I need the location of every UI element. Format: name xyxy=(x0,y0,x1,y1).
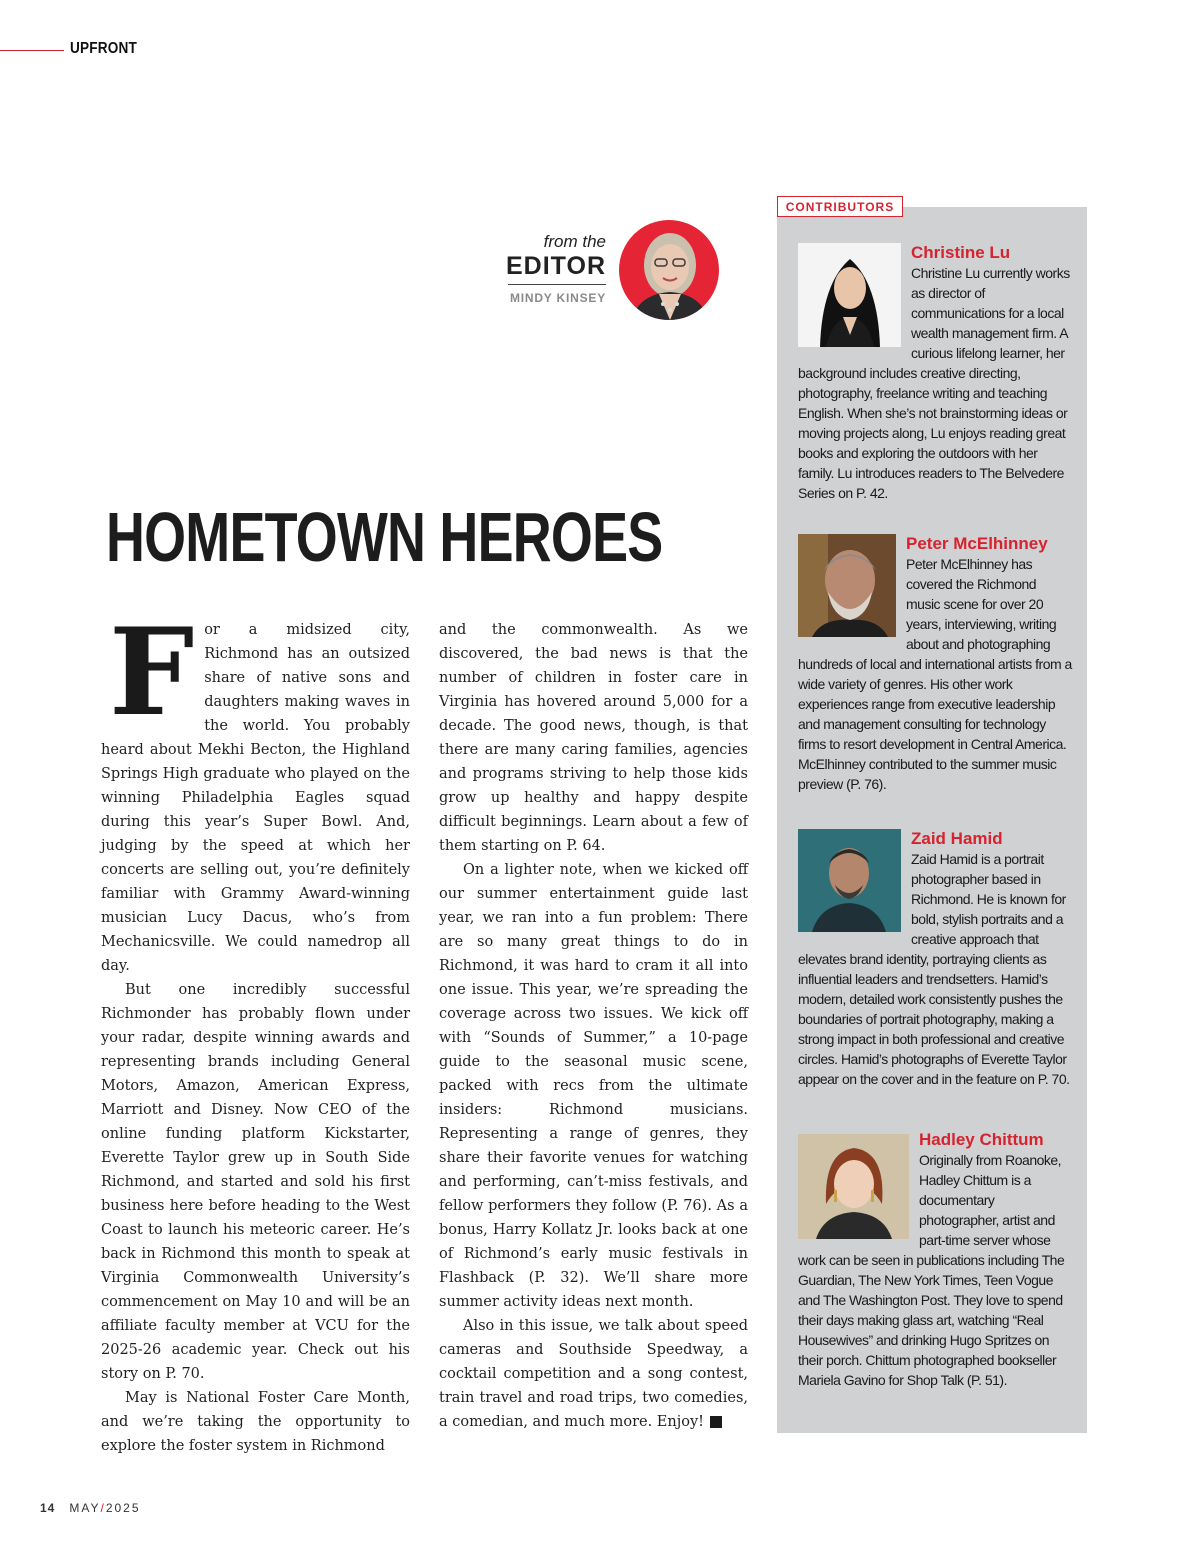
contributor-bio: Originally from Roanoke, Hadley Chittum is a documentary photographer, artist and part-time server whose work can be seen in publications including The Guardian, The New York Times, Teen Vogue and The Washington Post. They love to spend their days making glass art, watching “Real Housewives” and drinking Hugo Spritzes on their porch. Chittum photographed bookseller Mariela Gavino for Shop Talk (P. 51). xyxy=(798,1152,1065,1388)
contributor-photo xyxy=(798,829,901,932)
contributor-bio: Peter McElhinney has covered the Richmond music scene for over 20 years, interviewing, writing about and photographing hundreds of local and international artists from a wide variety of genres. His other work experiences range from executive leadership and management consulting for technology firms to resort development in Central America. McElhinney contributed to the summer music preview (P. 76). xyxy=(798,556,1072,792)
editor-byline xyxy=(470,232,606,305)
paragraph-text: Also in this issue, we talk about speed cameras and Southside Speedway, a cocktail competition and a song contest, train travel and road trips, two comedies, a comedian, and much more. Enjoy! xyxy=(439,1318,748,1430)
editor-rule xyxy=(508,284,606,285)
contributor-photo xyxy=(798,1134,909,1239)
paragraph-last xyxy=(439,1314,748,1434)
paragraph: On a lighter note, when we kicked off our summer entertainment guide last year, we ran into a fun problem: There are so many great things to do in Richmond, it was hard to cram it all into one issue. This year, we’re spreading the coverage across two issues. We kick off with “Sounds of Summer,” a 10-page guide to the seasonal music scene, packed with recs from the ultimate insiders: Richmond musicians. Representing a range of genres, they share their favorite venues for watching and performing, can’t-miss festivals, and fellow performers they follow (P. 76). As a bonus, Harry Kollatz Jr. looks back at one of Richmond’s early music festivals in Flashback (P. 32). We’ll share more summer activity ideas next month. xyxy=(439,862,748,1310)
contributor-name: Christine Lu xyxy=(911,243,1011,262)
editor-title: EDITOR xyxy=(506,252,606,280)
section-rule xyxy=(0,50,64,51)
editor-portrait xyxy=(619,220,719,320)
editor-name: MINDY KINSEY xyxy=(509,291,606,305)
contributor-bio: Christine Lu currently works as director of communications for a local wealth management firm. A curious lifelong learner, her background includes creative directing, photography, freelance writing and teaching English. When she’s not brainstorming ideas or moving projects along, Lu enjoys reading great books and exploring the outdoors with her family. Lu introduces readers to The Belvedere Series on P. 42. xyxy=(798,265,1070,501)
contributor-bio: Zaid Hamid is a portrait photographer based in Richmond. He is known for bold, stylish portraits and a creative approach that elevates brand identity, portraying clients as influential leaders and trendsetters. Hamid’s modern, detailed work consistently pushes the boundaries of portrait photography, making a strong impact in both professional and creative circles. Hamid’s photographs of Everette Taylor appear on the cover and in the feature on P. 70. xyxy=(798,851,1070,1087)
issue-year: 2025 xyxy=(105,1501,141,1515)
article-headline: HOMETOWN HEROES xyxy=(106,498,663,576)
date-separator: / xyxy=(100,1501,106,1515)
page-number: 14 xyxy=(40,1501,56,1515)
page-footer xyxy=(40,1501,141,1515)
contributor-name: Peter McElhinney xyxy=(906,534,1048,553)
contributor-name: Hadley Chittum xyxy=(919,1130,1044,1149)
drop-cap: F xyxy=(109,602,195,743)
contributor-hadley-chittum xyxy=(798,1130,1072,1390)
contributor-name: Zaid Hamid xyxy=(911,829,1003,848)
paragraph: May is National Foster Care Month, and we’re taking the opportunity to explore the foster system in Richmond xyxy=(101,1390,410,1454)
paragraph: But one incredibly successful Richmonder has probably flown under your radar, despite winning awards and representing brands including General Motors, Amazon, American Express, Marriott and Disney. Now CEO of the online funding platform Kickstarter, Everette Taylor grew up in South Side Richmond, and started and sold his first business here before heading to the West Coast to launch his meteoric career. He’s back in Richmond this month to speak at Virginia Commonwealth University’s commencement on May 10 and will be an affiliate faculty member at VCU for the 2025-26 academic year. Check out his story on P. 70. xyxy=(101,982,410,1382)
contributor-peter-mcelhinney xyxy=(798,534,1072,794)
contributor-zaid-hamid xyxy=(798,829,1072,1089)
section-label: UPFRONT xyxy=(70,40,137,57)
issue-month: MAY xyxy=(69,1501,101,1515)
paragraph: and the commonwealth. As we discovered, the bad news is that the number of children in foster care in Virginia has hovered around 5,000 for a decade. The good news, though, is that there are many caring families, agencies and programs striving to help those kids grow up healthy and happy despite difficult beginnings. Learn about a few of them starting on P. 64. xyxy=(439,622,748,854)
editor-from-the: from the xyxy=(543,232,606,251)
paragraph: or a midsized city, Richmond has an outsized share of native sons and daughters making waves in the world. You probably heard about Mekhi Becton, the Highland Springs High graduate who played on the winning Philadelphia Eagles squad during this year’s Super Bowl. And, judging by the speed at which her concerts are selling out, you’re definitely familiar with Grammy Award-winning musician Lucy Dacus, who’s from Mechanicsville. We could namedrop all day. xyxy=(101,622,410,974)
article-column-2 xyxy=(439,618,748,1434)
contributors-label: CONTRIBUTORS xyxy=(777,196,903,217)
contributor-christine-lu xyxy=(798,243,1072,503)
contributor-photo xyxy=(798,534,896,637)
contributor-photo xyxy=(798,243,901,347)
end-mark-icon: R xyxy=(710,1416,722,1428)
article-column-1 xyxy=(101,602,410,1458)
